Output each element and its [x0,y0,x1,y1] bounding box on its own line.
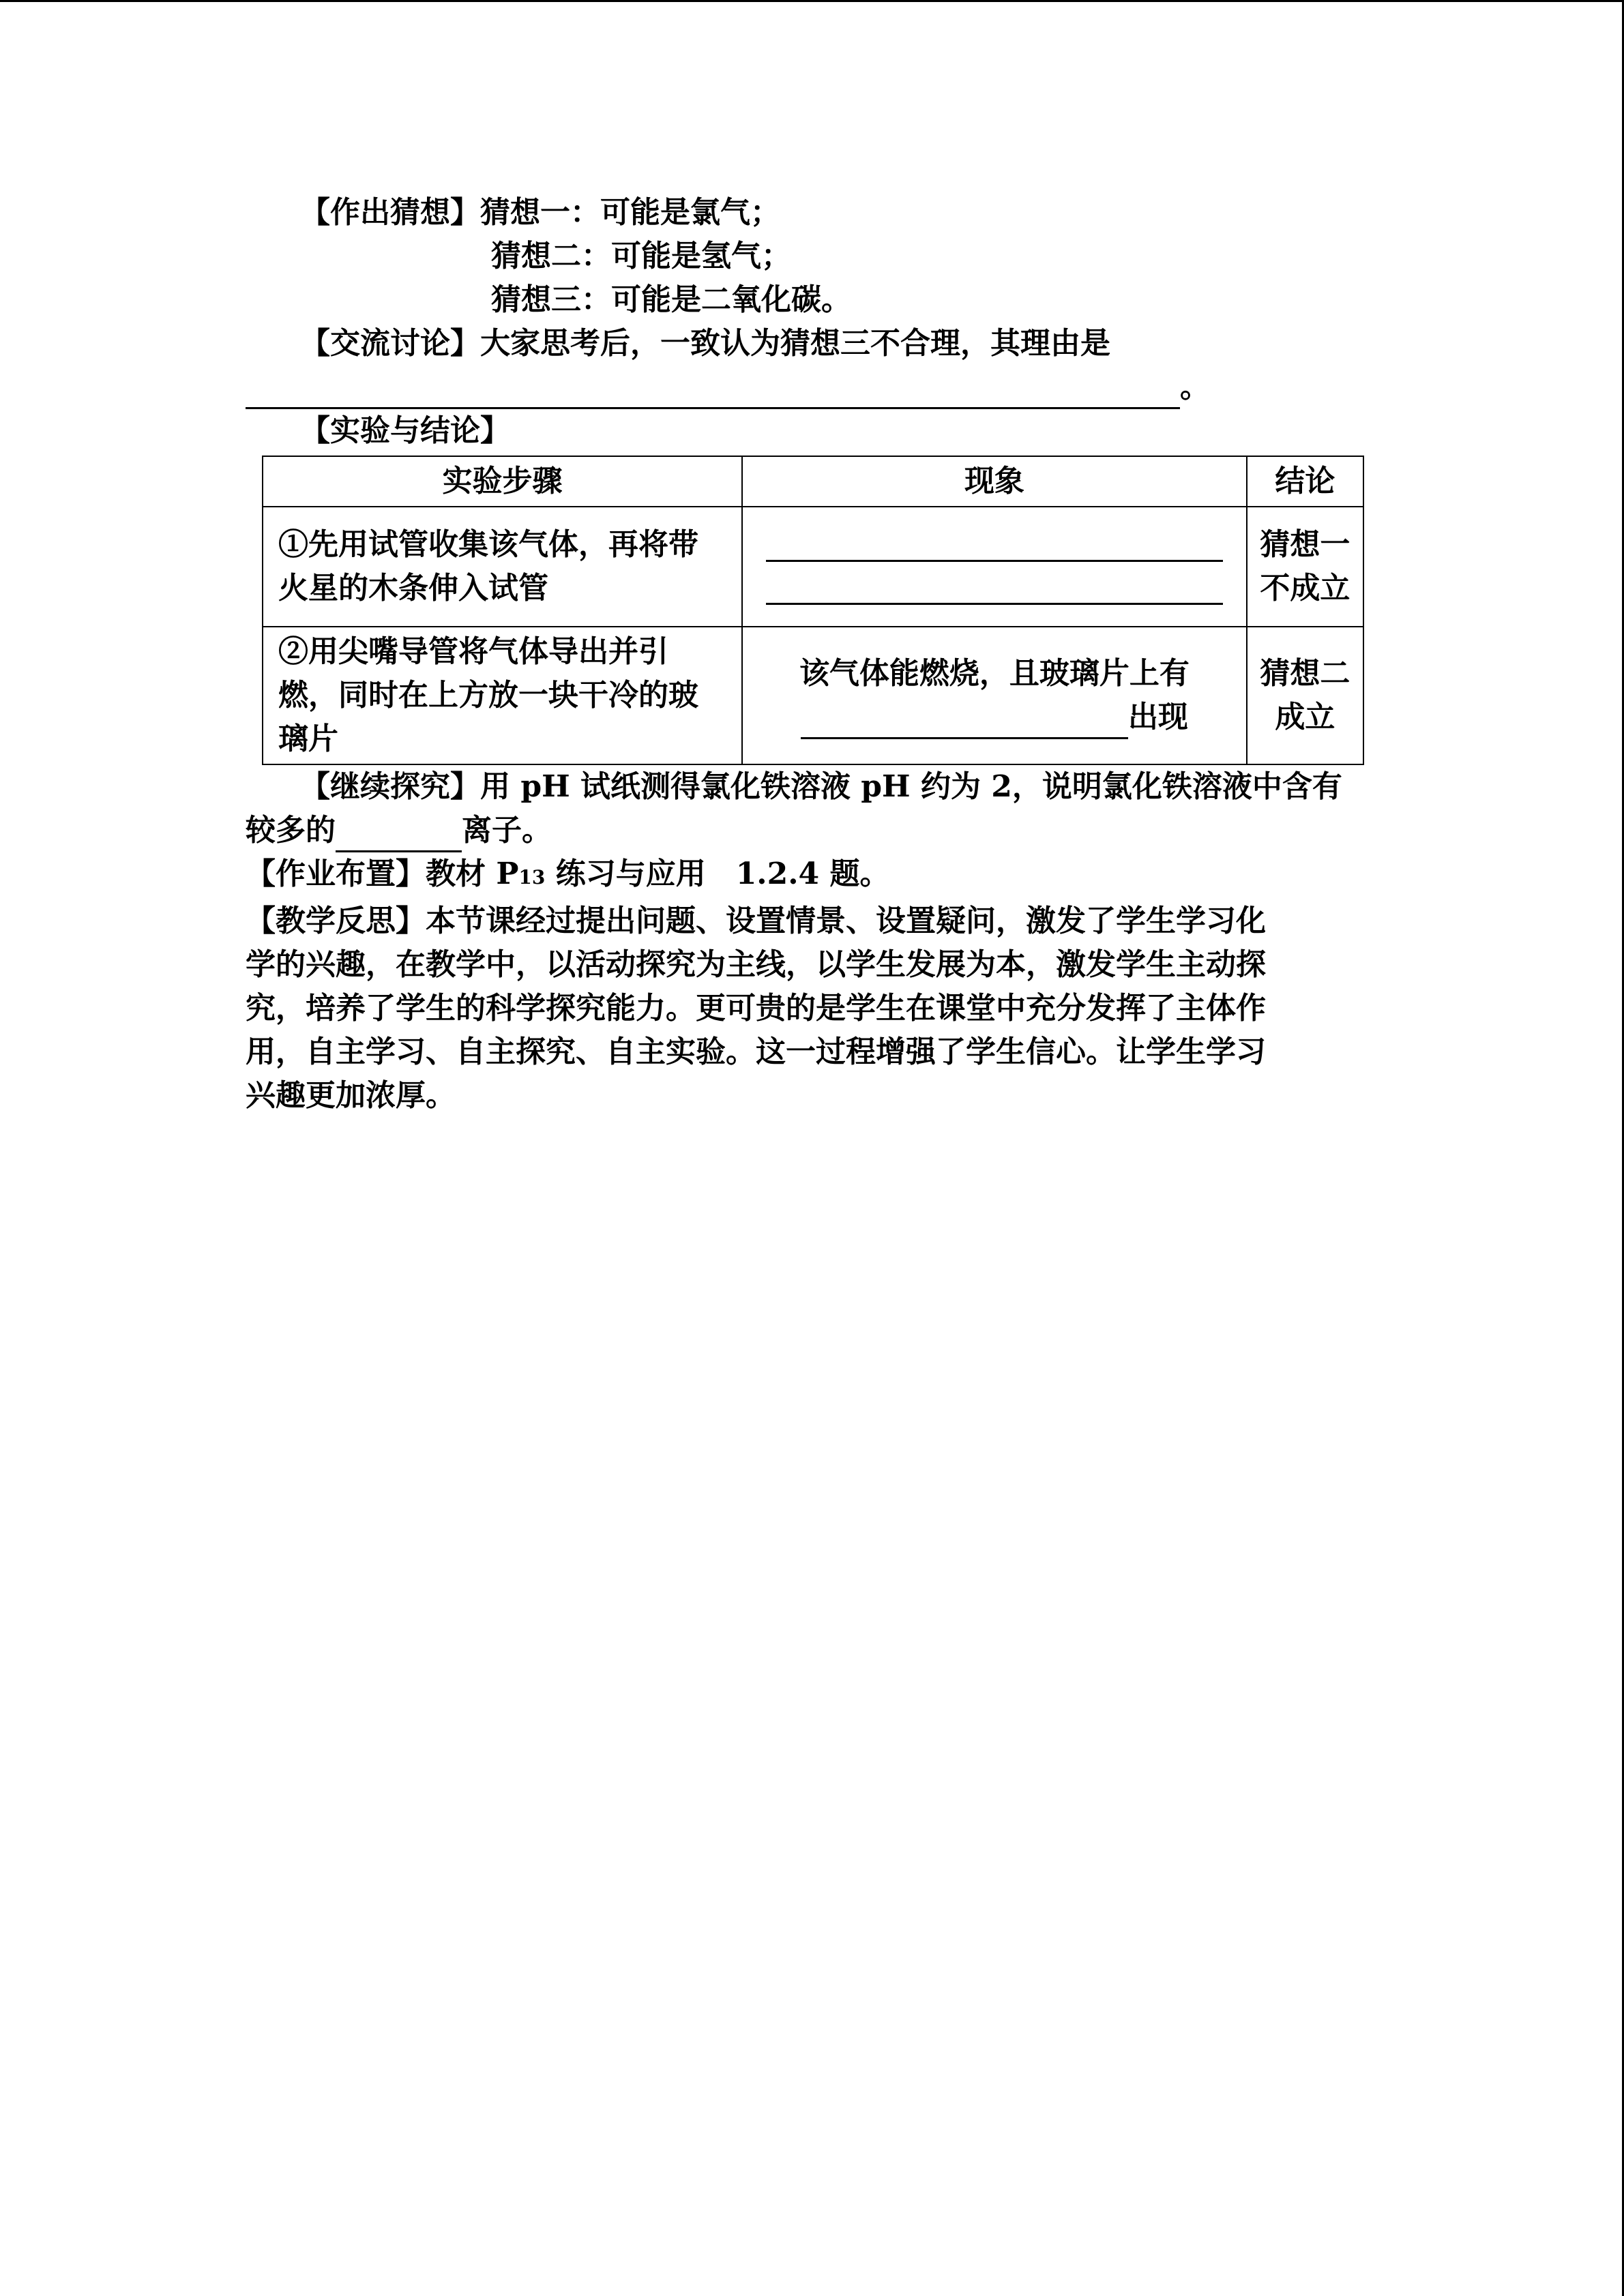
table-row [263,507,1363,627]
discussion-answer-blank[interactable] [246,366,1180,409]
step-cell: ①先用试管收集该气体，再将带火星的木条伸入试管 [263,507,742,627]
step-cell: ②用尖嘴导管将气体导出并引燃，同时在上方放一块干冷的玻璃片 [263,627,742,764]
further-pre: 较多的 [246,813,336,848]
phenomenon-text: 该气体能燃烧，且玻璃片上有 [799,656,1190,691]
further-text: 用 pH 试纸测得氯化铁溶液 pH 约为 2，说明氯化铁溶液中含有 [480,769,1342,804]
document-body [246,191,1364,1118]
homework-line [246,852,1364,899]
phenomenon-cell [742,627,1247,764]
experiment-table [262,456,1364,765]
reflection-text-3: 究，培养了学生的科学探究能力。更可贵的是学生在课堂中充分发挥了主体作 [246,991,1266,1026]
guess-one: 猜想一：可能是氯气； [480,195,780,230]
reflection-text-4: 用，自主学习、自主探究、自主实验。这一过程增强了学生信心。让学生学习 [246,1034,1266,1069]
table-row [263,627,1363,764]
header-step: 实验步骤 [263,456,742,507]
phenomenon-blank-2[interactable] [766,571,1223,605]
guess-three: 猜想三：可能是二氧化碳。 [491,282,851,317]
reflection-title: 【教学反思】 [246,904,426,938]
page-top-border [0,0,1624,2]
homework-post: 练习与应用 1.2.4 题。 [545,856,890,891]
guess-line-1 [246,191,1364,235]
discussion-answer-line [246,366,1364,409]
reflection-text-1: 本节课经过提出问题、设置情景、设置疑问，激发了学生学习化 [426,904,1266,938]
reflection-text-2: 学的兴趣，在教学中，以活动探究为主线，以学生发展为本，激发学生主动探 [246,947,1266,982]
reflection-text-5: 兴趣更加浓厚。 [246,1078,456,1113]
phenomenon-blank-1[interactable] [766,528,1223,562]
header-phenomenon: 现象 [742,456,1247,507]
discussion-line [246,322,1364,366]
conclusion-cell: 猜想二成立 [1247,627,1363,764]
reflection-line-2 [246,943,1364,987]
further-post: 离子。 [462,813,552,848]
discussion-end: 。 [1180,370,1210,404]
reflection-line-1 [246,899,1364,943]
phenomenon-fill-line [758,696,1231,739]
homework-pre: 教材 P [426,856,519,891]
guess-two: 猜想二：可能是氢气； [491,239,791,273]
guess-title: 【作出猜想】 [300,195,480,230]
phenomenon-blank[interactable] [801,699,1128,739]
reflection-line-4 [246,1030,1364,1074]
experiment-title: 【实验与结论】 [300,413,510,448]
guess-line-2 [246,235,1364,278]
guess-line-3 [246,278,1364,322]
reflection-line-5 [246,1074,1364,1118]
further-line-1 [246,765,1364,809]
header-conclusion: 结论 [1247,456,1363,507]
further-title: 【继续探究】 [300,769,480,804]
ion-blank[interactable] [336,812,462,852]
experiment-title-line [246,409,1364,453]
homework-title: 【作业布置】 [246,856,426,891]
further-line-2 [246,809,1364,852]
phenomenon-post: 出现 [1127,700,1188,734]
conclusion-cell: 猜想一不成立 [1247,507,1363,627]
reflection-line-3 [246,987,1364,1030]
discussion-title: 【交流讨论】 [300,326,480,361]
homework-page-number: 13 [518,866,546,889]
discussion-text: 大家思考后，一致认为猜想三不合理，其理由是 [480,326,1110,361]
phenomenon-cell [742,507,1247,627]
table-header-row [263,456,1363,507]
